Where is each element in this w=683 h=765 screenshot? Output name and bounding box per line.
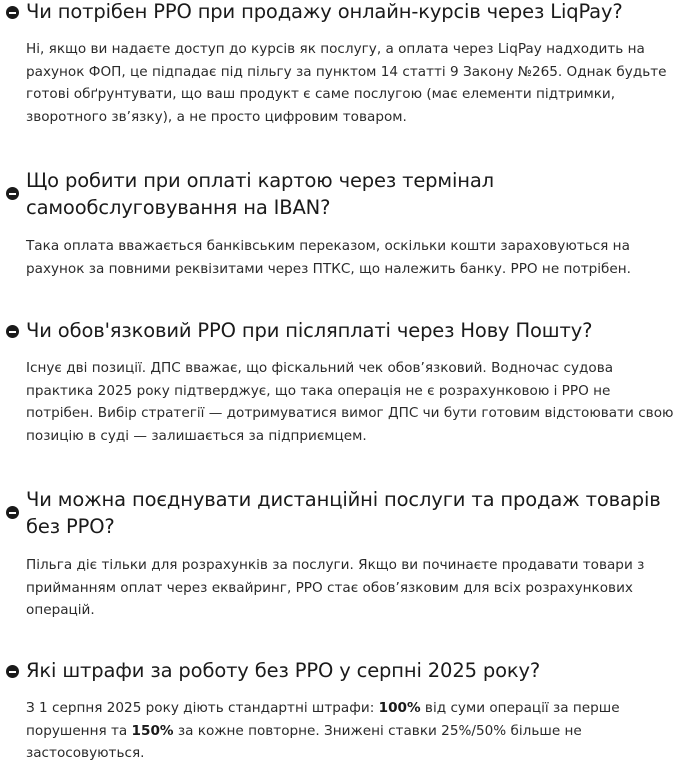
- faq-answer: [0, 697, 683, 765]
- faq-question-toggle[interactable]: [0, 167, 683, 221]
- penalty-repeat-rate: 150%: [131, 722, 174, 739]
- faq-answer: Така оплата вважається банківським переказом, оскільки кошти зараховуються на рахунок за повними реквізитами через ПТКС, що належить банку. РРО не потрібен.: [26, 238, 631, 277]
- collapse-minus-icon[interactable]: [6, 325, 19, 338]
- penalty-first-rate: 100%: [378, 700, 421, 716]
- answer-text: від суми операції за перше порушення та: [26, 700, 620, 739]
- faq-question: Що робити при оплаті картою через термінал самообслуговування на IBAN?: [26, 169, 494, 219]
- faq-question-toggle[interactable]: [0, 0, 683, 25]
- faq-item: [0, 0, 683, 128]
- answer-text: за кожне повторне. Знижені ставки 25%/50% більше не застосовуються.: [26, 722, 582, 761]
- collapse-minus-icon[interactable]: [6, 187, 19, 200]
- faq-question: Чи обов'язковий РРО при післяплаті через Нову Пошту?: [26, 319, 593, 342]
- collapse-minus-icon[interactable]: [6, 665, 19, 678]
- collapse-minus-icon[interactable]: [6, 506, 19, 519]
- faq-question: Чи потрібен РРО при продажу онлайн-курсів через LiqPay?: [26, 0, 623, 23]
- faq-question: Чи можна поєднувати дистанційні послуги та продаж товарів без РРО?: [26, 488, 661, 538]
- faq-question: Які штрафи за роботу без РРО у серпні 2025 року?: [26, 659, 541, 682]
- faq-answer: Існує дві позиції. ДПС вважає, що фіскальний чек обов’язковий. Водночас судова практика 2025 року підтверджує, що така операція не є розрахунковою і РРО не потрібен. Вибір стратегії — дотримуватися вимог ДПС чи бути готовим відстоювати свою позицію в суді — залишається за підприємцем.: [26, 360, 674, 444]
- collapse-minus-icon[interactable]: [6, 6, 19, 19]
- faq-item: [0, 317, 683, 447]
- faq-answer: Пільга діє тільки для розрахунків за послуги. Якщо ви починаєте продавати товари з прийманням оплат через еквайринг, РРО стає обов’язковим для всіх розрахункових операцій.: [26, 557, 645, 618]
- faq-question-toggle[interactable]: [0, 486, 683, 540]
- faq-item: [0, 167, 683, 280]
- faq-question-toggle[interactable]: [0, 657, 683, 684]
- faq-answer: Ні, якщо ви надаєте доступ до курсів як послугу, а оплата через LiqPay надходить на рахунок ФОП, це підпадає під пільгу за пунктом 14 статті 9 Закону №265. Однак будьте готові обґрунтувати, що ваш продукт є саме послугою (має елементи підтримки, зворотного зв’язку), а не просто цифровим товаром.: [26, 41, 667, 125]
- faq-question-toggle[interactable]: [0, 317, 683, 344]
- faq-item: [0, 657, 683, 765]
- faq-item: [0, 486, 683, 622]
- answer-text: З 1 серпня 2025 року діють стандартні штрафи:: [26, 700, 379, 716]
